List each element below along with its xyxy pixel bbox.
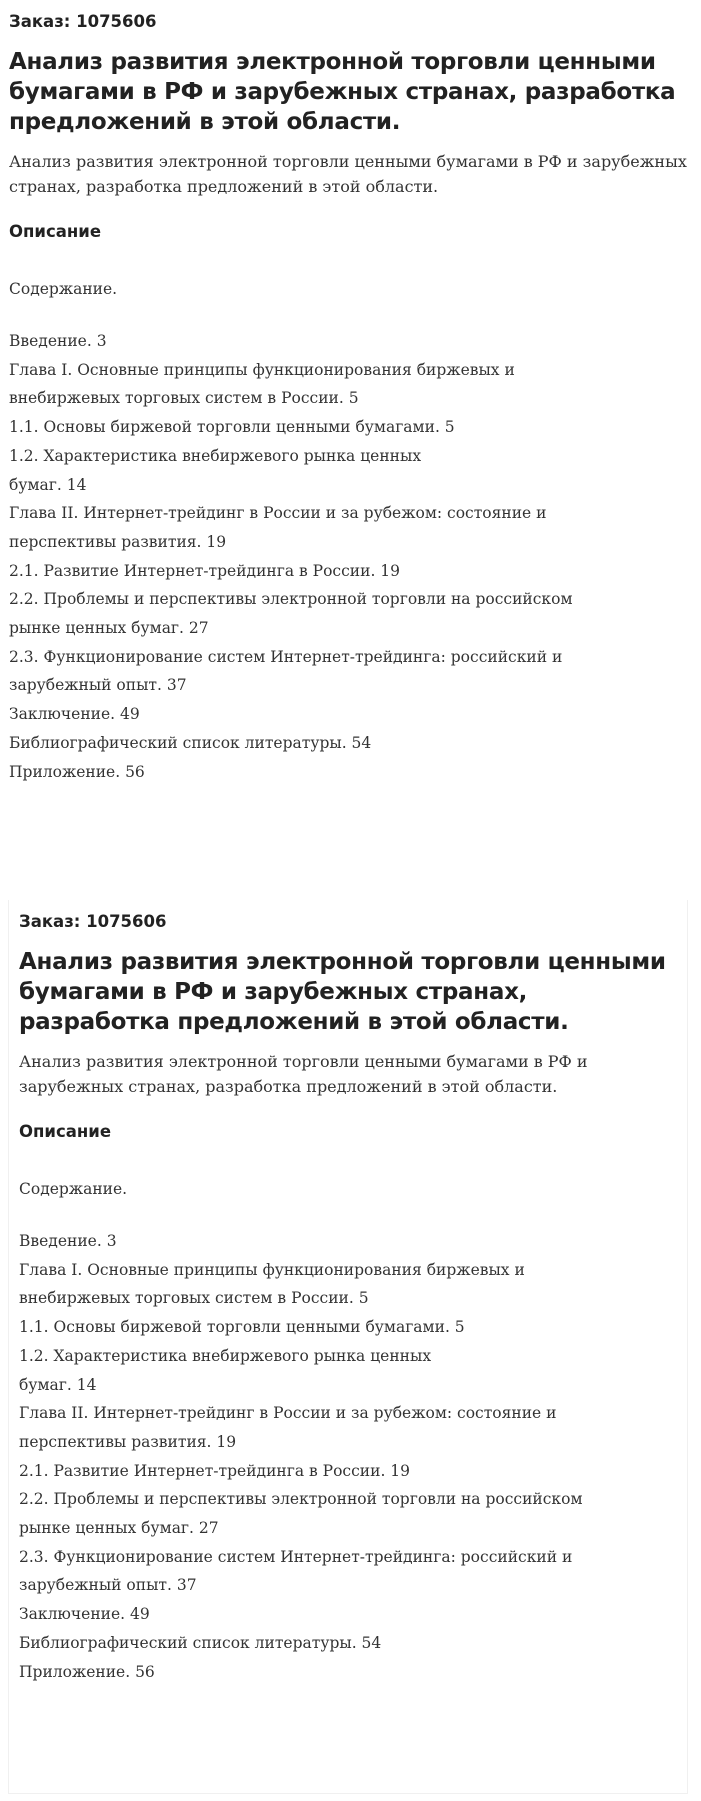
toc-item: Введение. 3	[9, 332, 107, 350]
order-title: Анализ развития электронной торговли ценными бумагами в РФ и зарубежных странах, разработка предложений в этой области.	[19, 949, 666, 1035]
toc-item: Заключение. 49	[9, 705, 140, 724]
contents-heading: Содержание.	[9, 280, 118, 298]
toc-item: 2.1. Развитие Интернет-трейдинга в России. 19	[19, 1461, 411, 1480]
toc-item: Глава I. Основные принципы функционирования биржевых и внебиржевых торговых систем в России. 5	[9, 360, 515, 408]
toc-item: 2.1. Развитие Интернет-трейдинга в России. 19	[9, 561, 401, 580]
order-card	[8, 900, 688, 1794]
order-subtitle: Анализ развития электронной торговли ценными бумагами в РФ и зарубежных странах, разработка предложений в этой области.	[9, 152, 687, 196]
toc-item: 1.2. Характеристика внебиржевого рынка ценных бумаг. 14	[9, 446, 422, 494]
toc-item: Заключение. 49	[19, 1605, 150, 1624]
toc-item: Библиографический список литературы. 54	[9, 733, 372, 752]
toc-item: Глава II. Интернет-трейдинг в России и за рубежом: состояние и перспективы развития. 19	[9, 504, 547, 551]
toc-item: 1.2. Характеристика внебиржевого рынка ценных бумаг. 14	[19, 1346, 432, 1394]
description-heading: Описание	[19, 1122, 112, 1141]
toc-item: Приложение. 56	[9, 762, 145, 781]
order-number: Заказ: 1075606	[19, 912, 167, 931]
toc-item: 1.1. Основы биржевой торговли ценными бумагами. 5	[19, 1318, 465, 1337]
contents-heading: Содержание.	[19, 1180, 128, 1198]
toc-item: Приложение. 56	[19, 1662, 155, 1681]
toc-item: 2.3. Функционирование систем Интернет-трейдинга: российский и зарубежный опыт. 37	[19, 1547, 573, 1595]
description-heading: Описание	[9, 222, 102, 241]
order-title: Анализ развития электронной торговли ценными бумагами в РФ и зарубежных странах, разработка предложений в этой области.	[9, 49, 676, 135]
toc-item: Глава II. Интернет-трейдинг в России и за рубежом: состояние и перспективы развития. 19	[19, 1404, 557, 1451]
toc-item: 2.2. Проблемы и перспективы электронной торговли на российском рынке ценных бумаг. 27	[9, 590, 573, 638]
toc-item: Библиографический список литературы. 54	[19, 1633, 382, 1652]
table-of-contents	[19, 1227, 677, 1686]
toc-item: 2.3. Функционирование систем Интернет-трейдинга: российский и зарубежный опыт. 37	[9, 647, 563, 695]
table-of-contents	[9, 327, 691, 786]
toc-item: Глава I. Основные принципы функционирования биржевых и внебиржевых торговых систем в России. 5	[19, 1260, 525, 1308]
toc-item: 1.1. Основы биржевой торговли ценными бумагами. 5	[9, 418, 455, 437]
order-number: Заказ: 1075606	[9, 12, 157, 31]
toc-item: 2.2. Проблемы и перспективы электронной торговли на российском рынке ценных бумаг. 27	[19, 1490, 583, 1538]
toc-item: Введение. 3	[19, 1232, 117, 1250]
order-subtitle: Анализ развития электронной торговли ценными бумагами в РФ и зарубежных странах, разработка предложений в этой области.	[19, 1052, 588, 1096]
order-card	[0, 0, 701, 873]
